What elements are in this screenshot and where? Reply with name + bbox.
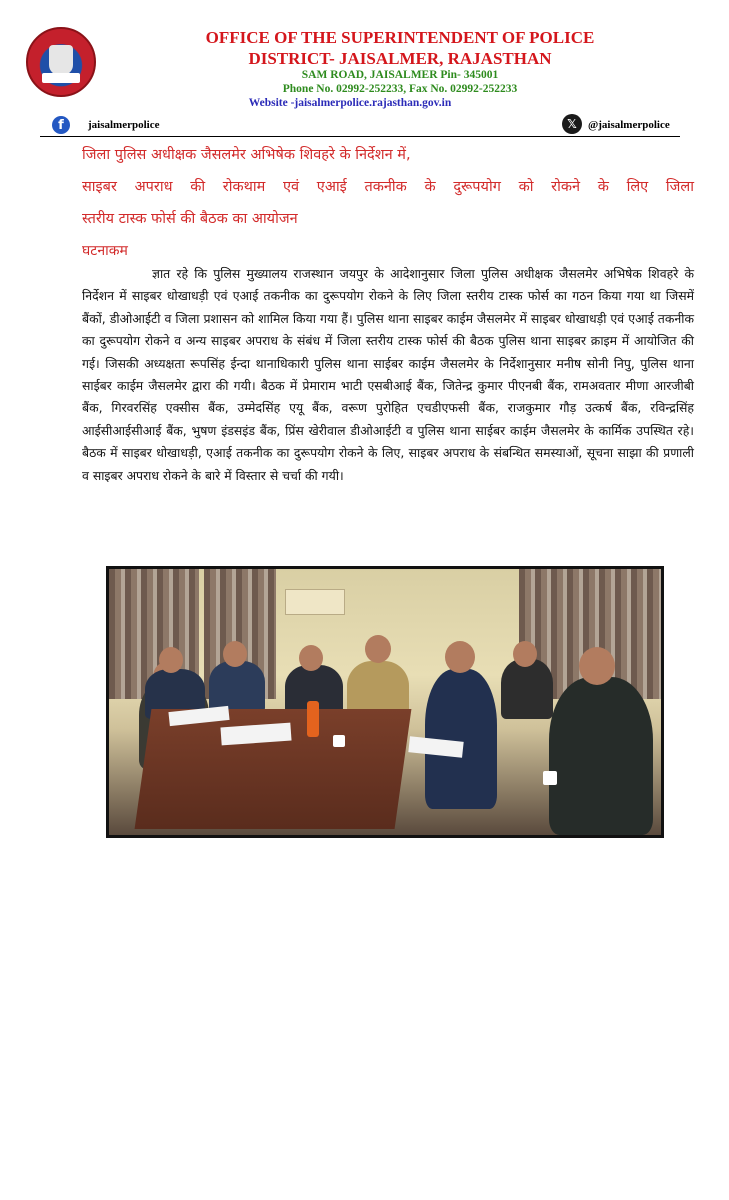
body-paragraph: ज्ञात रहे कि पुलिस मुख्यालय राजस्थान जयपुर के आदेशानुसार जिला पुलिस अधीक्षक जैसलमेर अभिषेक शिवहरे के निर्देशन में साइबर धोखाधड़ी एवं एआई तकनीक का दुरूपयोग रोकने के लिए जिला स्तरीय टास्क फोर्स का गठन किया गया था जिसमें बैंकों, डीओआईटी व जिला प्रशासन को शामिल किया गया हैं। पुलिस थाना साइबर काईम जैसलमेर में साइबर धोखाधड़ी एवं एआई तकनीक का दुरूपयोग रोकने व अन्य साइबर अपराध के संबंध में जिला स्तरीय टास्क फोर्स की बैठक पुलिस थाना साइबर क्राइम में आयोजित की गई। जिसकी अध्यक्षता रूपसिंह ईन्दा थानाधिकारी पुलिस थाना साईबर काईम जैसलमेर के निर्देशानुसार मनीष सोनी निपु, पुलिस थाना साईबर काईम जैसलमेर द्वारा की गयी। बैठक में प्रेमाराम भाटी एसबीआई बैंक, जितेन्द्र कुमार पीएनबी बैंक, रामअवतार मीणा आरजीबी बैंक, गिरवरसिंह एक्सीस बैंक, उम्मेदसिंह एयू बैंक, वरूण पुरोहित एचडीएफसी बैंक, राजकुमार गौड़ उत्कर्ष बैंक, रविन्द्रसिंह आईसीआईसीआई बैंक, भुषण इंडसइंड बैंक, प्रिंस खेरीवाल डीओआईटी व पुलिस थाना साईबर काईम जैसलमेर के कार्मिक उपस्थित रहे। बैठक में साइबर धोखाधड़ी, एआई तकनीक का दुरूपयोग रोकने के लिए, साइबर अपराध के संबन्धित समस्याओं, सूचना साझा की प्रणाली व साइबर अपराध रोकने के बारे में विस्तार से चर्चा की गयी।: [82, 266, 694, 483]
police-logo: [26, 27, 96, 97]
facebook-icon[interactable]: f: [52, 116, 70, 134]
attendee-2-head: [223, 641, 247, 667]
attendee-3-head: [299, 645, 323, 671]
social-bar: [40, 116, 680, 137]
tea-cup: [333, 735, 345, 747]
office-phone: Phone No. 02992-252233, Fax No. 02992-252233: [282, 83, 518, 95]
headline-line-1: जिला पुलिस अधीक्षक जैसलमेर अभिषेक शिवहरे के निर्देशन में,: [82, 147, 411, 163]
attendee-7-head: [579, 647, 615, 685]
office-website: Website -jaisalmerpolice.rajasthan.gov.in: [248, 97, 452, 109]
logo-band: [42, 73, 80, 83]
x-icon[interactable]: 𝕏: [562, 114, 582, 134]
water-bottle: [307, 701, 319, 737]
attendee-6-head: [513, 641, 537, 667]
attendee-4-head: [365, 635, 391, 663]
section-label: घटनाकम: [82, 243, 128, 259]
attendee-5-head: [445, 641, 475, 673]
attendee-2: [209, 661, 265, 713]
headline-line-2: साइबर अपराध की रोकथाम एवं एआई तकनीक के दुरूपयोग को रोकने के लिए जिला: [82, 179, 694, 195]
attendee-1-head: [159, 647, 183, 673]
district-title: DISTRICT- JAISALMER, RAJASTHAN: [248, 49, 552, 68]
wall-shelf: [285, 589, 345, 615]
tea-cup-2: [543, 771, 557, 785]
office-address: SAM ROAD, JAISALMER Pin- 345001: [301, 69, 499, 81]
logo-emblem: [49, 45, 73, 75]
attendee-6: [501, 659, 553, 719]
attendee-7: [549, 677, 653, 835]
x-handle[interactable]: @jaisalmerpolice: [588, 119, 670, 131]
facebook-handle[interactable]: jaisalmerpolice: [88, 119, 160, 131]
meeting-photo: [106, 566, 664, 838]
office-title: OFFICE OF THE SUPERINTENDENT OF POLICE: [205, 28, 595, 47]
headline-line-3: स्तरीय टास्क फोर्स की बैठक का आयोजन: [82, 211, 298, 227]
